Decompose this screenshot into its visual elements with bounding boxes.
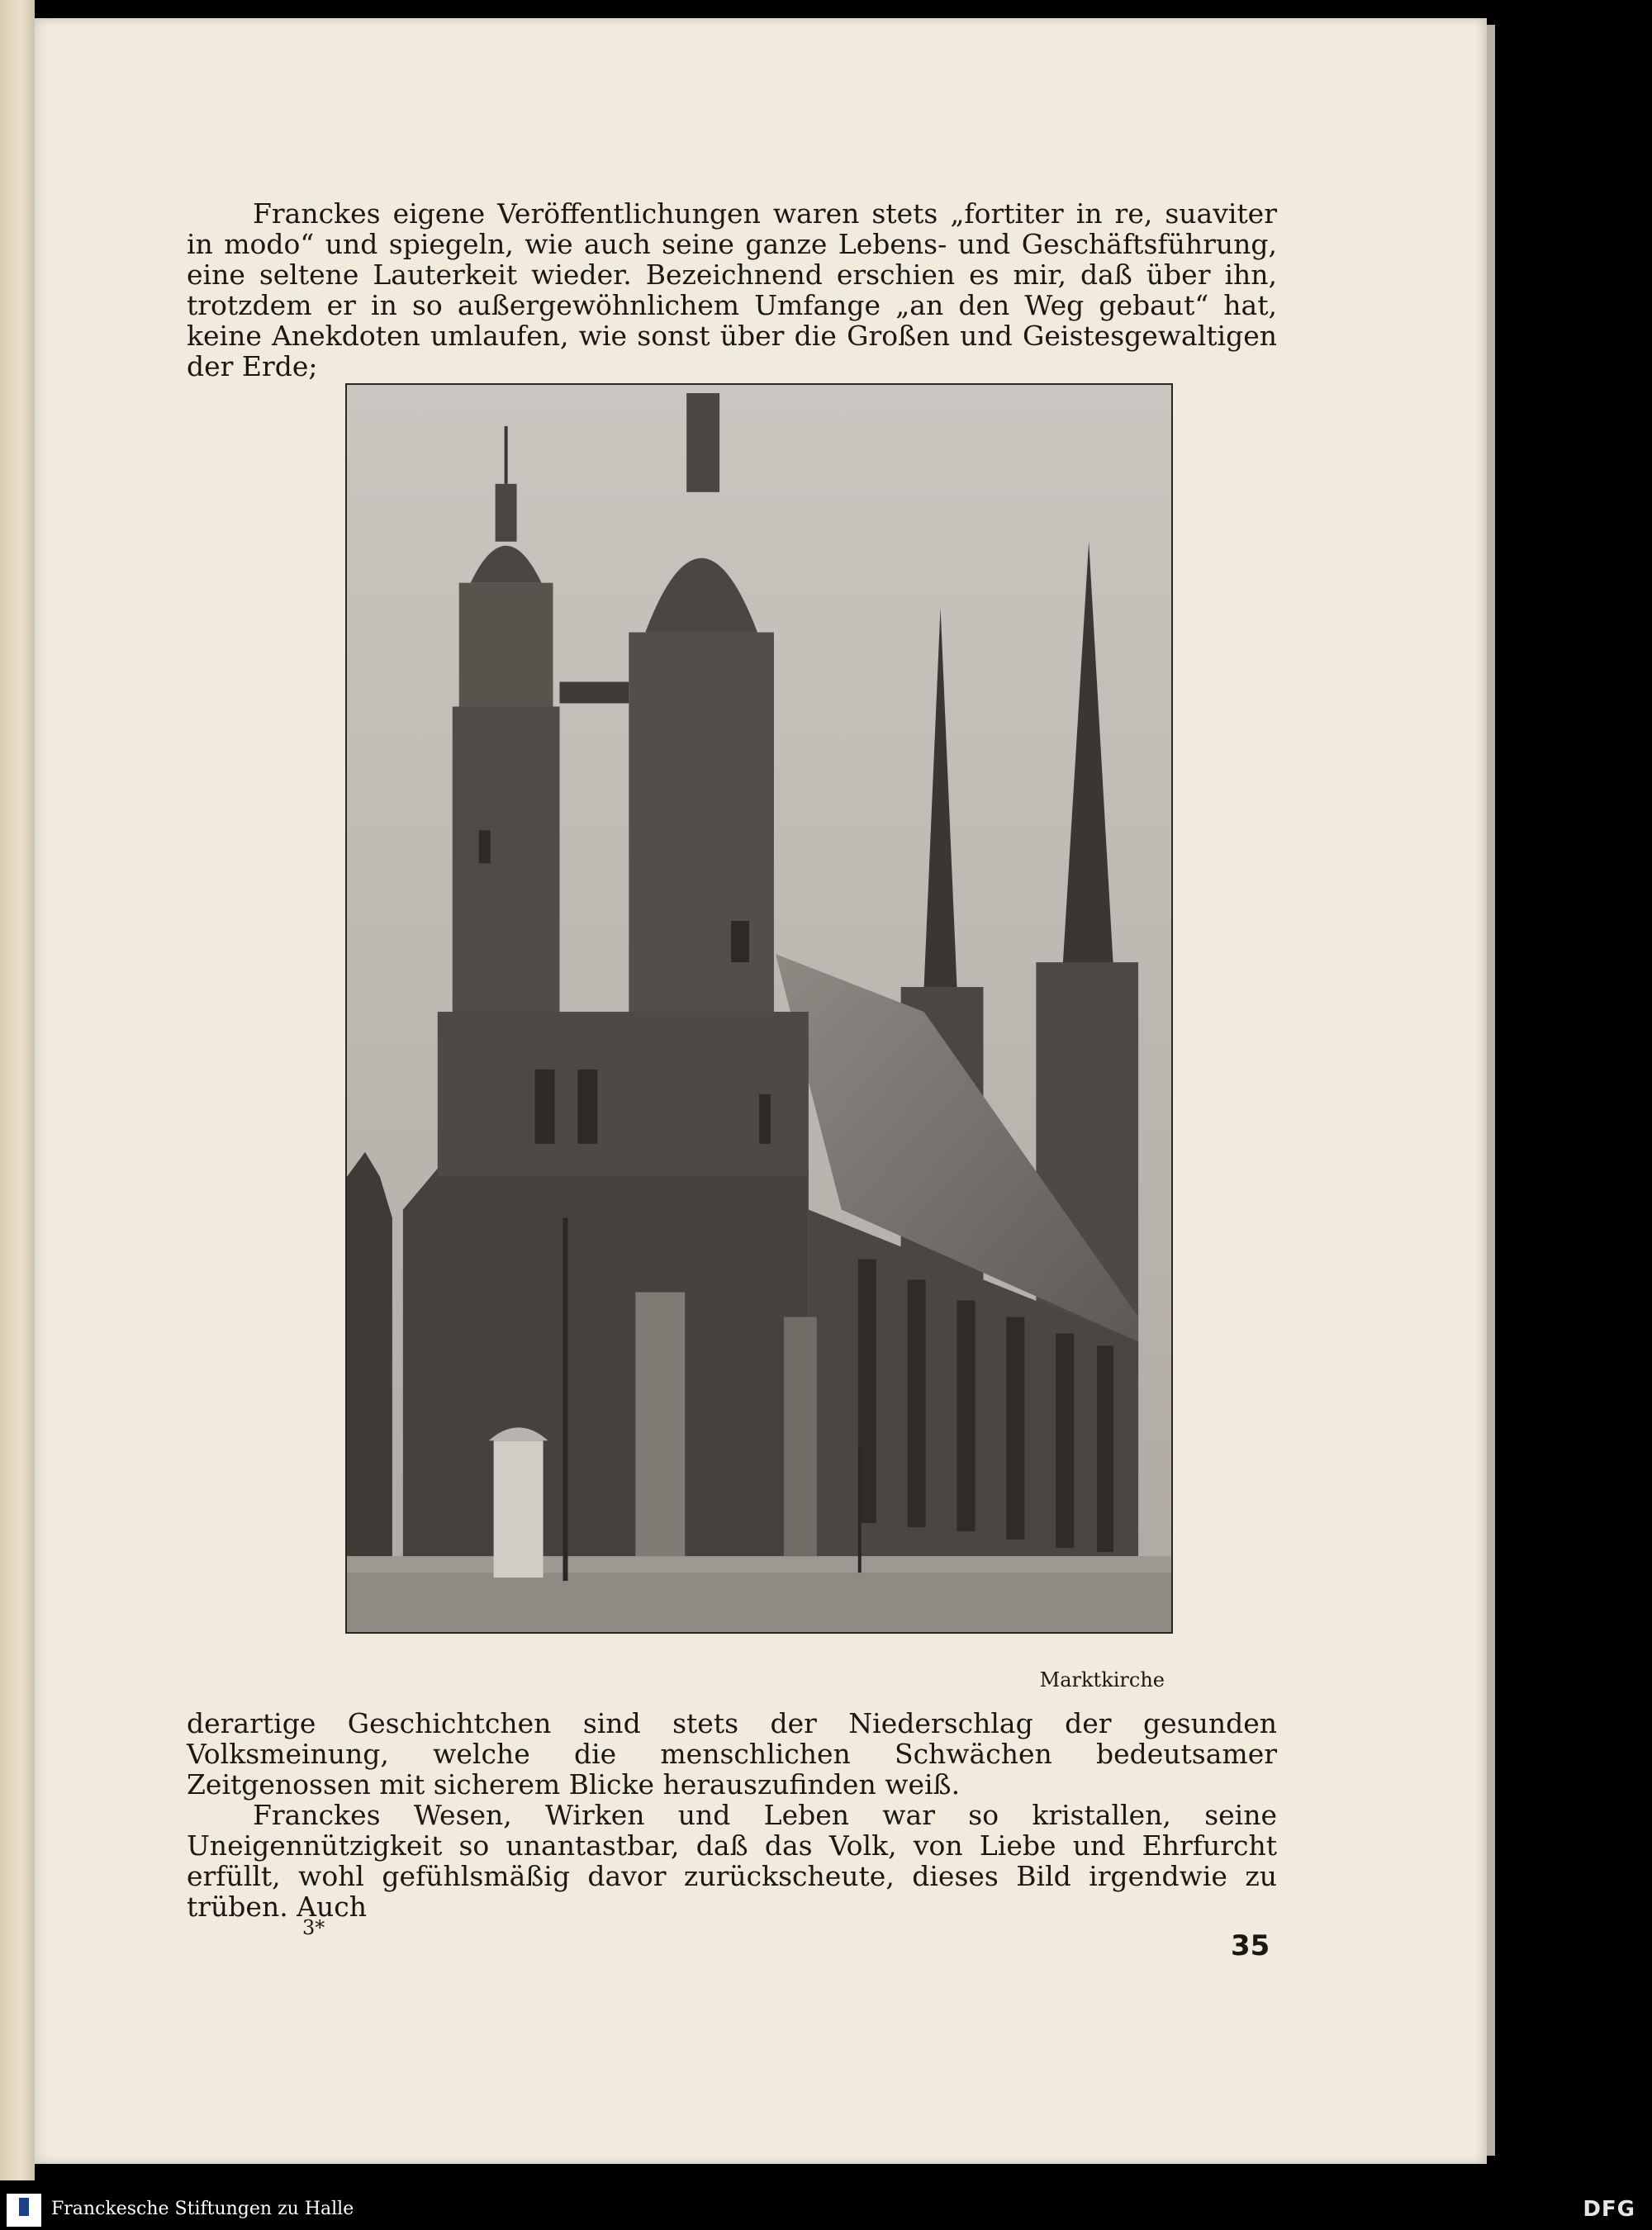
text-block-bottom [187,1708,1277,1922]
figure-caption: Marktkirche [1039,1668,1165,1691]
signature-mark: 3* [302,1916,325,1939]
institution-name: Franckesche Stiftungen zu Halle [51,2199,354,2219]
book-page-edge-left [0,0,35,2180]
paragraph: Franckes Wesen, Wirken und Leben war so kristallen, seine Uneigennützigkeit so unantastbar, daß das Volk, von Liebe und Ehrfurcht erfüllt, wohl gefühlsmäßig davor zurückscheute, dieses Bild irgendwie zu trüben. Auch [187,1799,1277,1923]
book-page-edge-right [1487,25,1495,2156]
page-number: 35 [1231,1929,1270,1962]
dfg-logo: DFG [1583,2197,1635,2222]
paragraph: derartige Geschichtchen sind stets der Niederschlag der gesunden Volksmeinung, welche die menschlichen Schwächen bedeutsamer Zeitgenossen mit sicherem Blicke herauszufinden weiß. [187,1707,1277,1801]
paragraph: Franckes eigene Veröffentlichungen waren stets „fortiter in re, suaviter in modo“ und spiegeln, wie auch seine ganze Lebens- und Geschäftsführung, eine seltene Lauterkeit wieder. Bezeichnend erschien es mir, daß über ihn, trotzdem er in so außergewöhnlichem Umfange „an den Weg gebaut“ hat, keine Anekdoten umlaufen, wie sonst über die Großen und Geistesgewaltigen der Erde; [187,197,1277,382]
marktkirche-photo [345,383,1173,1634]
text-block-top [187,198,1277,382]
viewer-footer [0,2190,1652,2230]
church-illustration [347,385,1171,1632]
francke-logo-icon [7,2194,41,2227]
